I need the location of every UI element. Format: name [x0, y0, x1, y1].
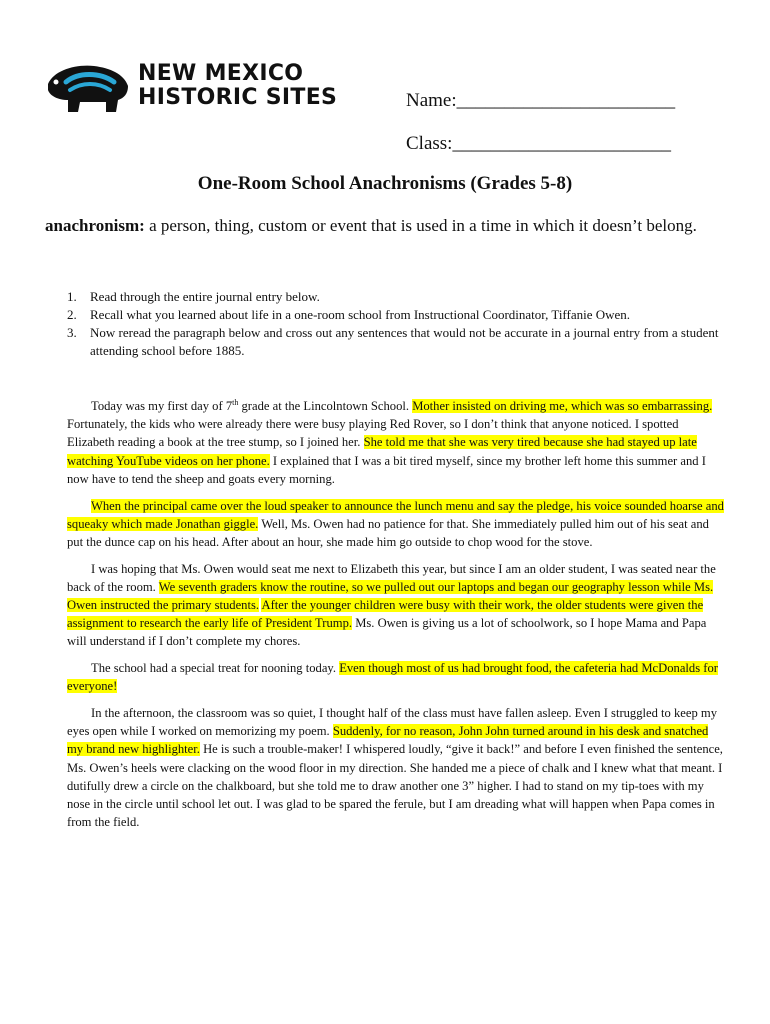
- text-run: He is such a trouble-maker! I whispered loudly, “give it back!” and before I even finished the sentence, Ms. Owen’s heels were clacking on the wood floor in my direction. She handed me a piece of chalk and I knew what that meant. I dutifully drew a circle on the chalkboard, but she told me to draw another one 3” higher. I had to stand on my tip-toes with my nose in the circle until school let out. I was glad to be spared the ferule, but I am dreading what will happen when Papa comes in from the field.: [67, 742, 723, 830]
- instruction-list: [45, 288, 725, 360]
- definition: [45, 214, 725, 237]
- list-text: Read through the entire journal entry below.: [90, 289, 320, 304]
- list-number: 3.: [67, 325, 77, 340]
- text-run: I explained that I was a bit tired myself, since my brother left home this summer and I now have to tend the sheep and goats every morning.: [67, 453, 706, 486]
- logo-text: [138, 62, 337, 110]
- new-mexico-historic-sites-logo: [44, 60, 374, 116]
- list-text: Now reread the paragraph below and cross out any sentences that would not be accurate in a journal entry from a student attending school before 1885.: [90, 325, 719, 358]
- list-item: [45, 288, 725, 306]
- text-run: Today was my first day of 7: [91, 399, 233, 413]
- class-field[interactable]: Class:_______________________: [406, 133, 671, 154]
- list-number: 1.: [67, 289, 77, 304]
- list-item: [45, 306, 725, 324]
- logo-line-2: HISTORIC SITES: [138, 85, 338, 110]
- text-run: I was hoping that Ms. Owen would seat me next to Elizabeth this year, but since I am an older student, I was seated near the back of the room.: [67, 561, 716, 594]
- text-run: Well, Ms. Owen had no patience for that. She immediately pulled him out of his seat and put the dunce cap on his head. After about an hour, she made him go outside to chop wood for the stove.: [67, 516, 709, 549]
- highlighted-sentence[interactable]: Even though most of us had brought food, the cafeteria had McDonalds for everyone!: [67, 661, 718, 694]
- highlighted-sentence[interactable]: Mother insisted on driving me, which was so embarrassing.: [412, 399, 713, 413]
- highlighted-sentence[interactable]: When the principal came over the loud speaker to announce the lunch menu and say the pledge, his voice sounded hoarse and squeaky which made Jonathan giggle.: [67, 498, 724, 531]
- list-item: [45, 324, 725, 360]
- logo-line-1: NEW MEXICO: [138, 61, 304, 86]
- journal-paragraph-1: [67, 397, 727, 488]
- journal-paragraph-4: [67, 659, 727, 695]
- highlighted-sentence[interactable]: Suddenly, for no reason, John John turned around in his desk and snatched my brand new highlighter.: [67, 724, 709, 757]
- journal-entry: [67, 397, 727, 840]
- highlighted-sentence[interactable]: We seventh graders know the routine, so we pulled out our laptops and began our geography lesson while Ms. Owen instructed the primary students.: [67, 579, 714, 613]
- list-text: Recall what you learned about life in a one-room school from Instructional Coordinator, Tiffanie Owen.: [90, 307, 631, 322]
- zuni-bear-icon: [44, 60, 130, 116]
- page-title: One-Room School Anachronisms (Grades 5-8): [197, 173, 573, 194]
- text-run: grade at the Lincolntown School.: [238, 399, 413, 413]
- journal-paragraph-2: [67, 497, 727, 552]
- journal-paragraph-5: [67, 704, 727, 831]
- journal-paragraph-3: [67, 560, 727, 651]
- text-run: Ms. Owen is giving us a lot of schoolwork, so I hope Mama and Papa will understand if I don’t complete my chores.: [67, 616, 707, 649]
- text-run: In the afternoon, the classroom was so quiet, I thought half of the class must have fallen asleep. Even I struggled to keep my eyes open while I worked on memorizing my poem.: [67, 706, 718, 739]
- text-run: Fortunately, the kids who were already there were busy playing Red Rover, so I don’t think that anyone noticed. I spotted Elizabeth reading a book at the tree stump, so I joined her.: [67, 417, 679, 450]
- definition-term: anachronism:: [45, 216, 145, 235]
- text-run: The school had a special treat for nooning today.: [91, 661, 340, 676]
- name-field[interactable]: Name:_______________________: [406, 90, 676, 111]
- superscript: th: [232, 397, 239, 407]
- list-number: 2.: [67, 307, 77, 322]
- definition-text: a person, thing, custom or event that is used in a time in which it doesn’t belong.: [144, 216, 697, 235]
- highlighted-sentence[interactable]: She told me that she was very tired because she had stayed up late watching YouTube videos on her phone.: [67, 435, 697, 468]
- highlighted-sentence[interactable]: After the younger children were busy with their work, the older students were given the assignment to research the early life of President Trump.: [67, 598, 704, 631]
